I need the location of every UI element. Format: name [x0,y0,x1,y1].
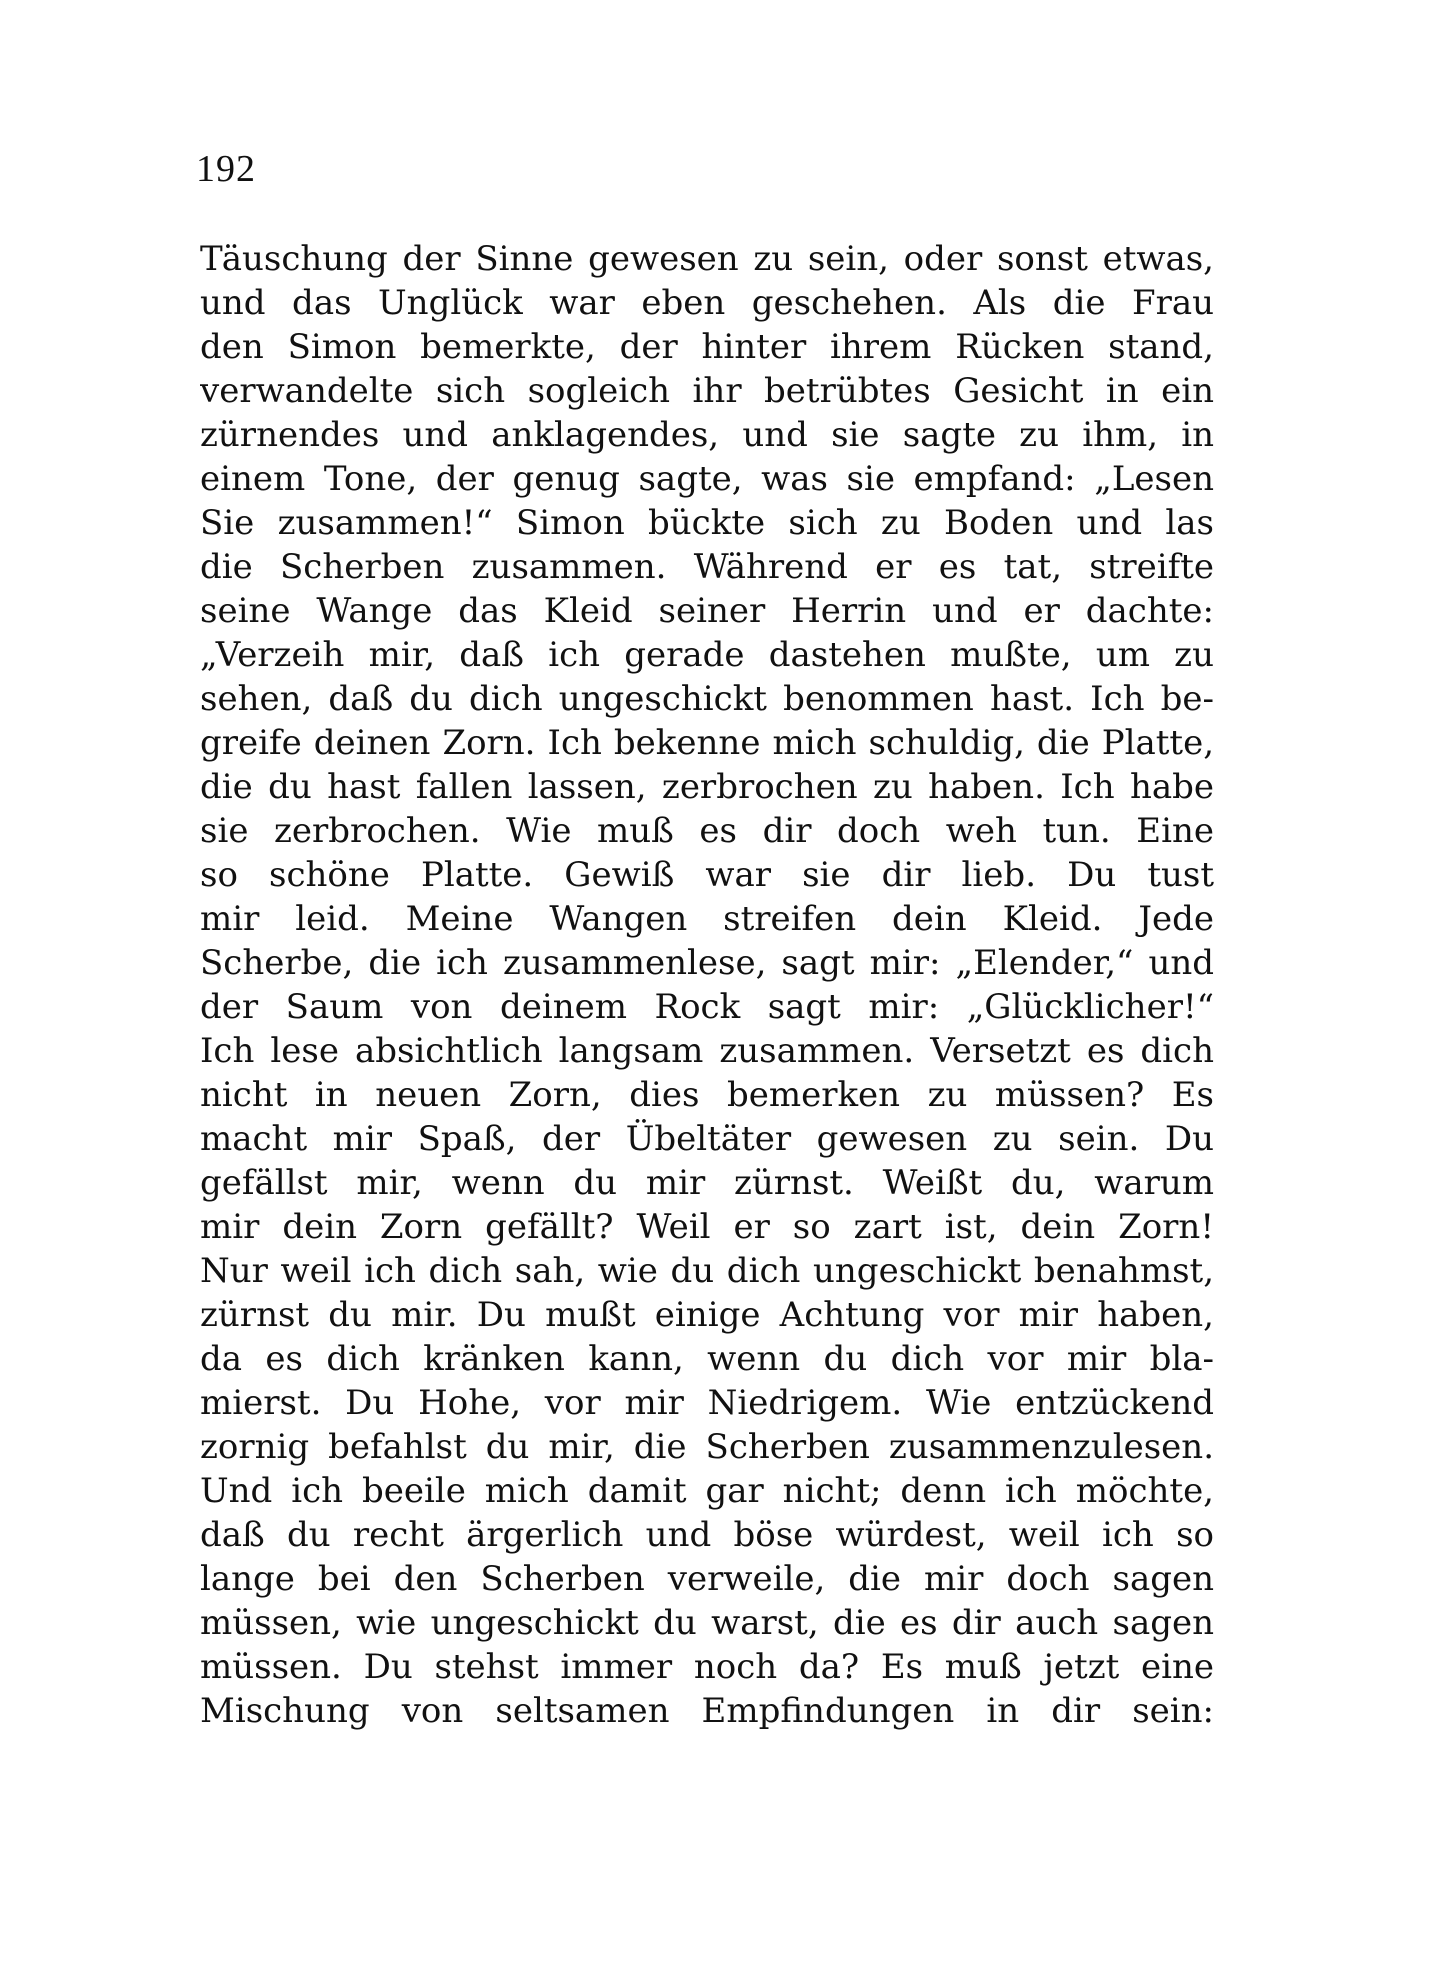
text-line: Nur weil ich dich sah, wie du dich ungeschickt benahmst, [200,1251,1214,1291]
text-line: greife deinen Zorn. Ich bekenne mich schuldig, die Platte, [200,723,1214,763]
text-line: Ich lese absichtlich langsam zusammen. Versetzt es dich [200,1031,1214,1071]
text-line: einem Tone, der genug sagte, was sie empfand: „Lesen [200,459,1214,499]
text-line: der Saum von deinem Rock sagt mir: „Glücklicher!“ [200,987,1214,1027]
text-line: mir leid. Meine Wangen streifen dein Kleid. Jede [200,899,1214,939]
text-line: lange bei den Scherben verweile, die mir doch sagen [200,1559,1214,1599]
text-line: Und ich beeile mich damit gar nicht; denn ich möchte, [200,1471,1214,1511]
text-line: „Verzeih mir, daß ich gerade dastehen mußte, um zu [200,635,1214,675]
text-line: so schöne Platte. Gewiß war sie dir lieb. Du tust [200,855,1214,895]
text-line: zornig befahlst du mir, die Scherben zusammenzulesen. [200,1427,1214,1467]
text-line: gefällst mir, wenn du mir zürnst. Weißt du, warum [200,1163,1214,1203]
text-line: nicht in neuen Zorn, dies bemerken zu müssen? Es [200,1075,1214,1115]
text-line: müssen. Du stehst immer noch da? Es muß jetzt eine [200,1647,1214,1687]
text-line: die du hast fallen lassen, zerbrochen zu haben. Ich habe [200,767,1214,807]
body-text [200,237,1214,1733]
text-line: müssen, wie ungeschickt du warst, die es dir auch sagen [200,1603,1214,1643]
text-line: zürnst du mir. Du mußt einige Achtung vor mir haben, [200,1295,1214,1335]
text-line: Sie zusammen!“ Simon bückte sich zu Boden und las [200,503,1214,543]
text-line: verwandelte sich sogleich ihr betrübtes Gesicht in ein [200,371,1214,411]
text-line: mir dein Zorn gefällt? Weil er so zart ist, dein Zorn! [200,1207,1214,1247]
text-line: sehen, daß du dich ungeschickt benommen hast. Ich be- [200,679,1214,719]
text-line: Täuschung der Sinne gewesen zu sein, oder sonst etwas, [200,239,1214,279]
text-line: sie zerbrochen. Wie muß es dir doch weh tun. Eine [200,811,1214,851]
text-line: mierst. Du Hohe, vor mir Niedrigem. Wie entzückend [200,1383,1214,1423]
text-line: Scherbe, die ich zusammenlese, sagt mir: „Elender,“ und [200,943,1214,983]
text-line: seine Wange das Kleid seiner Herrin und er dachte: [200,591,1214,631]
text-line: da es dich kränken kann, wenn du dich vor mir bla- [200,1339,1214,1379]
text-line: und das Unglück war eben geschehen. Als die Frau [200,283,1214,323]
text-line: den Simon bemerkte, der hinter ihrem Rücken stand, [200,327,1214,367]
text-line: die Scherben zusammen. Während er es tat, streifte [200,547,1214,587]
text-line: daß du recht ärgerlich und böse würdest, weil ich so [200,1515,1214,1555]
text-line: macht mir Spaß, der Übeltäter gewesen zu sein. Du [200,1119,1214,1159]
text-line: zürnendes und anklagendes, und sie sagte zu ihm, in [200,415,1214,455]
page-number: 192 [196,148,256,190]
text-line: Mischung von seltsamen Empfindungen in dir sein: [200,1691,1214,1731]
